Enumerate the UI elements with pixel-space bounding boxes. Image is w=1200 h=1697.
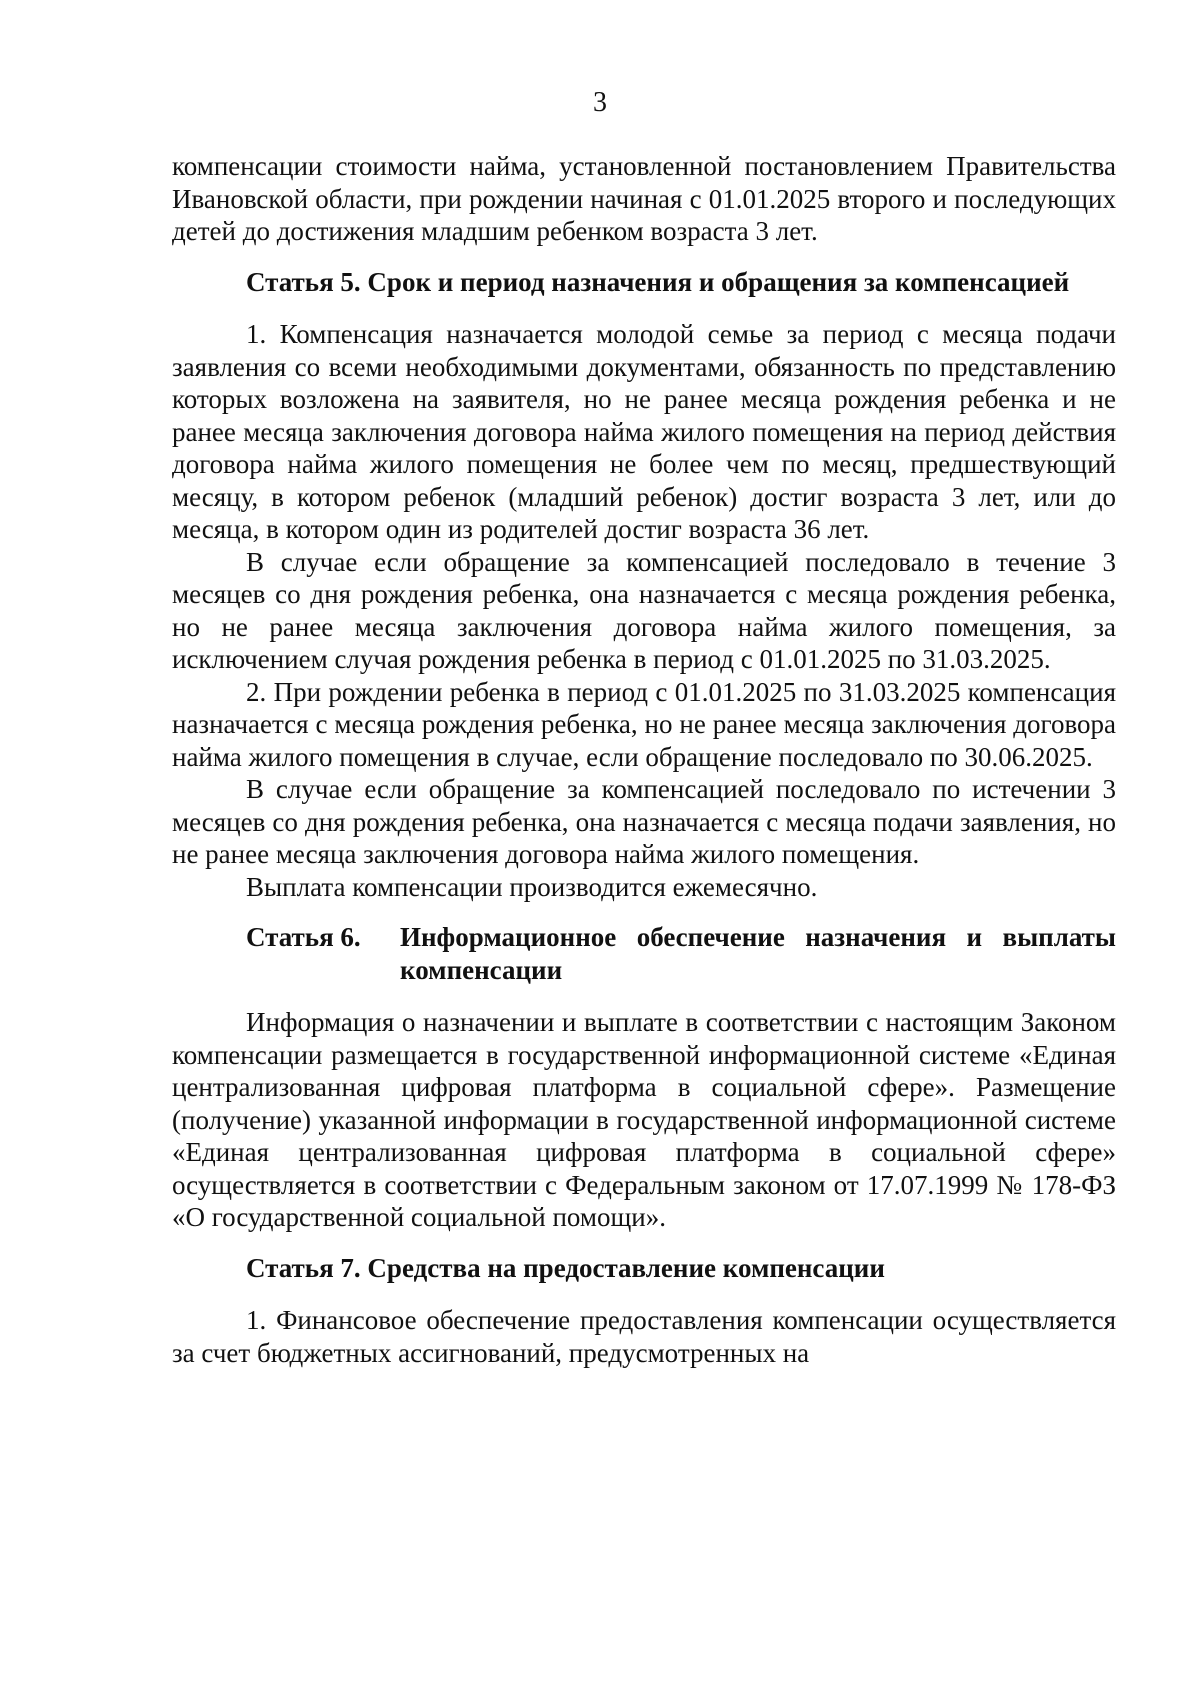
article-5-paragraph-3: 2. При рождении ребенка в период с 01.01.2025 по 31.03.2025 компенсация назначается с месяца рождения ребенка, но не ранее месяца заключения договора найма жилого помещения в случае, если обращение последовало по 30.06.2025. (172, 676, 1116, 772)
article-7-paragraph-1: 1. Финансовое обеспечение предоставления компенсации осуществляется за счет бюджетных ассигнований, предусмотренных на (172, 1305, 1116, 1368)
article-6-paragraph-1: Информация о назначении и выплате в соответствии с настоящим Законом компенсации размещается в государственной информационной системе «Единая централизованная цифровая платформа в социальной сфере». Размещение (получение) указанной информации в государственной информационной системе «Единая централизованная цифровая платформа в социальной сфере» осуществляется в соответствии с Федеральным законом от 17.07.1999 № 178-ФЗ «О государственной социальной помощи». (172, 1007, 1116, 1232)
article-7-heading: Статья 7. Средства на предоставление компенсации (246, 1252, 885, 1283)
article-5-paragraph-5: Выплата компенсации производится ежемесячно. (246, 871, 818, 902)
intro-paragraph: компенсации стоимости найма, установленной постановлением Правительства Ивановской области, при рождении начиная с 01.01.2025 второго и последующих детей до достижения младшим ребенком возраста 3 лет. (172, 151, 1116, 246)
article-6-number: Статья 6. (246, 922, 361, 952)
article-5-heading: Статья 5. Срок и период назначения и обращения за компенсацией (246, 266, 1070, 297)
article-5-paragraph-4: В случае если обращение за компенсацией последовало по истечении 3 месяцев со дня рождения ребенка, она назначается с месяца подачи заявления, но не ранее месяца заключения договора найма жилого помещения. (172, 774, 1116, 869)
page-number: 3 (593, 87, 607, 118)
document-body (172, 150, 1116, 1369)
article-5-paragraph-1: 1. Компенсация назначается молодой семье за период с месяца подачи заявления со всеми необходимыми документами, обязанность по представлению которых возложена на заявителя, но не ранее месяца рождения ребенка и не ранее месяца заключения договора найма жилого помещения на период действия договора найма жилого помещения не более чем по месяц, предшествующий месяцу, в котором ребенок (младший ребенок) достиг возраста 3 лет, или до месяца, в котором один из родителей достиг возраста 36 лет. (172, 319, 1116, 544)
article-5-paragraph-2: В случае если обращение за компенсацией последовало в течение 3 месяцев со дня рождения ребенка, она назначается с месяца рождения ребенка, но не ранее месяца заключения договора найма жилого помещения, за исключением случая рождения ребенка в период с 01.01.2025 по 31.03.2025. (172, 546, 1116, 674)
article-6-heading (172, 921, 1116, 986)
article-6-title: Информационное обеспечение назначения и выплаты компенсации (400, 922, 1116, 985)
